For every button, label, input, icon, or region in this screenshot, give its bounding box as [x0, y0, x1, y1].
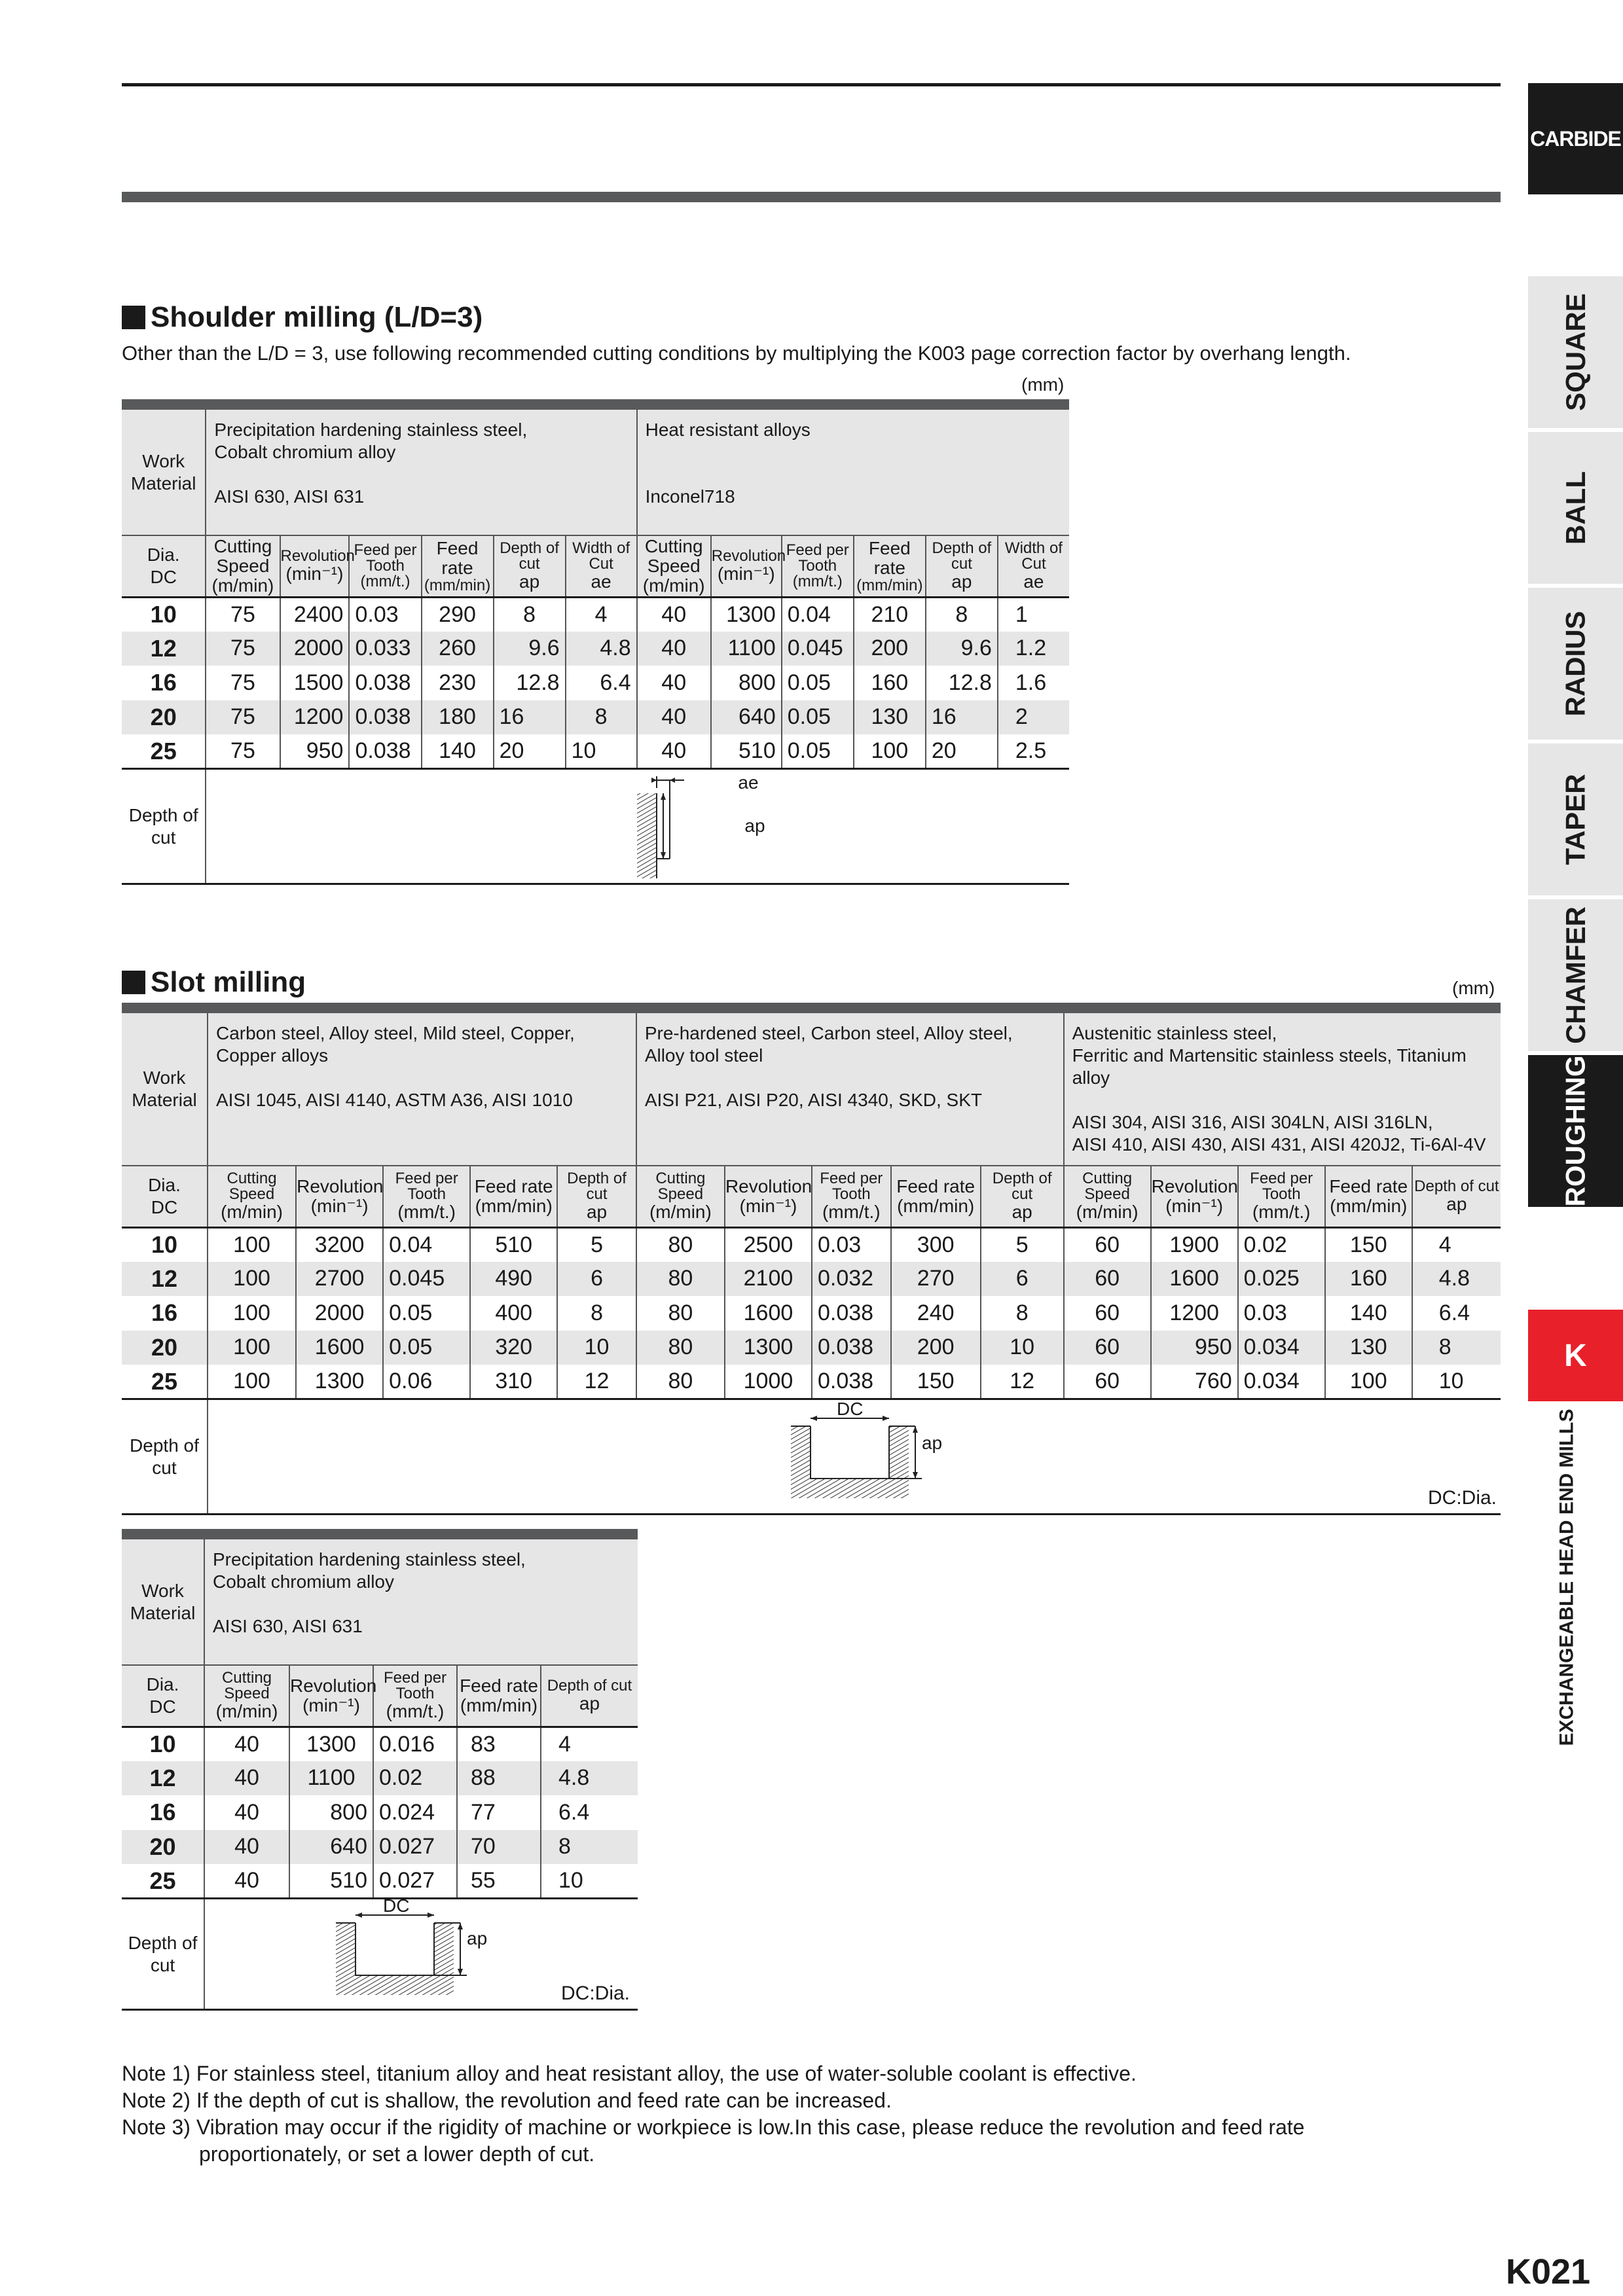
ap-label: ap	[467, 1928, 488, 1948]
table-row: 16 75 1500 0.038 230 12.8 6.4 40 800 0.05 160 12.8 1.6	[122, 666, 1069, 700]
note-2: Note 2) If the depth of cut is shallow, the revolution and feed rate can be increased.	[122, 2089, 892, 2112]
slot2-depth-diagram	[204, 1895, 638, 2010]
slot-depth-diagram	[208, 1399, 1501, 1515]
note-3: Note 3) Vibration may occur if the rigidity of machine or workpiece is low.In this case, please reduce the revolution and feed rate	[122, 2115, 1305, 2139]
table-row: 16 40 800 0.024 77 6.4	[122, 1795, 638, 1830]
column-header-row: Dia. DC Cutting Speed (m/min) Revolution (min⁻¹) Feed per Tooth (mm/t.) Feed rate (mm/min) Depth of cut ap Cutting Speed (m/min) Revolution (min⁻¹) Feed per Tooth (mm/t.) Feed rate (mm/min) Depth of cut ap Cutting Speed (m/min) Revolution (min⁻¹) Feed per Tooth (mm/t.) Feed rate (mm/min) Depth of cut ap	[122, 1166, 1501, 1227]
shoulder-unit: (mm)	[1021, 374, 1065, 395]
note-3-continued: proportionately, or set a lower depth of cut.	[199, 2142, 595, 2166]
title-square-icon	[122, 971, 145, 994]
table-row: 20 40 640 0.027 70 8	[122, 1830, 638, 1865]
side-caption: EXCHANGEABLE HEAD END MILLS	[1556, 1408, 1578, 1746]
slot-cut-icon	[784, 1407, 941, 1505]
table-row: 12 40 1100 0.02 88 4.8	[122, 1761, 638, 1796]
slot2-cut-icon	[329, 1903, 486, 2001]
table-row: 12 100 2700 0.045 490 6 80 2100 0.032 270 6 60 1600 0.025 160 4.8	[122, 1262, 1501, 1297]
dc-note: DC:Dia.	[560, 1982, 630, 2004]
dc-label: DC	[383, 1895, 410, 1916]
depth-of-cut-row: Depth of cut DC ap DC:Dia.	[122, 1899, 638, 2010]
ap-label: ap	[921, 1433, 943, 1453]
notes	[122, 2060, 1305, 2168]
tab-radius[interactable]: RADIUS	[1528, 588, 1623, 740]
note-1: Note 1) For stainless steel, titanium alloy and heat resistant alloy, the use of water-soluble coolant is effective.	[122, 2062, 1137, 2085]
material-group-2: Pre-hardened steel, Carbon steel, Alloy steel, Alloy tool steel AISI P21, AISI P20, AISI 4340, SKD, SKT	[636, 1013, 1064, 1166]
tab-taper[interactable]: TAPER	[1528, 744, 1623, 895]
column-header-row: Dia. DC Cutting Speed (m/min) Revolution (min⁻¹) Feed per Tooth (mm/t.) Feed rate (mm/min) Depth of cut ap Width of Cut ae Cutting Speed (m/min) Revolution (min⁻¹) Feed per Tooth (mm/t.) Feed rate (mm/min) Depth of cut ap Width of Cut ae	[122, 535, 1069, 597]
material-group-1: Carbon steel, Alloy steel, Mild steel, Copper, Copper alloys AISI 1045, AISI 4140, ASTM A36, AISI 1010	[208, 1013, 636, 1166]
dc-label: DC	[836, 1399, 864, 1419]
slot-table	[122, 1003, 1501, 1515]
table-row: 10 100 3200 0.04 510 5 80 2500 0.03 300 5 60 1900 0.02 150 4	[122, 1227, 1501, 1262]
work-material-label: Work Material	[122, 410, 206, 535]
slot-unit: (mm)	[1452, 978, 1495, 998]
ae-label: ae	[738, 772, 759, 793]
table-row: 20 75 1200 0.038 180 16 8 40 640 0.05 130 16 2	[122, 700, 1069, 735]
shoulder-depth-diagram	[206, 769, 1069, 884]
header-bar	[122, 192, 1501, 202]
section-letter-badge: K	[1528, 1310, 1623, 1401]
tab-square[interactable]: SQUARE	[1528, 276, 1623, 428]
slot-title: Slot milling	[122, 966, 306, 999]
tab-ball[interactable]: BALL	[1528, 432, 1623, 584]
tab-carbide[interactable]: CARBIDE	[1528, 83, 1623, 194]
title-square-icon	[122, 306, 145, 329]
tab-roughing[interactable]: ROUGHING	[1528, 1055, 1623, 1207]
table-row: 20 100 1600 0.05 320 10 80 1300 0.038 200 10 60 950 0.034 130 8	[122, 1331, 1501, 1365]
shoulder-table	[122, 399, 1069, 885]
depth-of-cut-row: Depth of cut ae ap	[122, 769, 1069, 884]
material-group-1: Precipitation hardening stainless steel, Cobalt chromium alloy AISI 630, AISI 631	[204, 1539, 638, 1665]
material-group-1: Precipitation hardening stainless steel, Cobalt chromium alloy AISI 630, AISI 631	[206, 410, 636, 535]
depth-of-cut-row: Depth of cut DC ap DC:Dia.	[122, 1399, 1501, 1515]
slot-table-2	[122, 1529, 638, 2011]
dc-note: DC:Dia.	[1427, 1487, 1497, 1509]
material-group-2: Heat resistant alloys Inconel718	[637, 410, 1069, 535]
table-row: 16 100 2000 0.05 400 8 80 1600 0.038 240 8 60 1200 0.03 140 6.4	[122, 1296, 1501, 1331]
page-number: K021	[1506, 2252, 1591, 2291]
table-row: 25 40 510 0.027 55 10	[122, 1864, 638, 1899]
tab-chamfer[interactable]: CHAMFER	[1528, 899, 1623, 1051]
column-header-row: Dia. DC Cutting Speed (m/min) Revolution (min⁻¹) Feed per Tooth (mm/t.) Feed rate (mm/min) Depth of cut ap	[122, 1665, 638, 1727]
header-rule	[122, 83, 1501, 86]
table-row: 10 40 1300 0.016 83 4	[122, 1727, 638, 1761]
work-material-label: Work Material	[122, 1013, 208, 1166]
material-group-3: Austenitic stainless steel, Ferritic and Martensitic stainless steels, Titanium alloy AISI 304, AISI 316, AISI 304LN, AISI 316LN, AISI 410, AISI 430, AISI 431, AISI 420J2, Ti-6Al-4V	[1064, 1013, 1501, 1166]
shoulder-title: Shoulder milling (L/D=3)	[122, 301, 483, 334]
work-material-label: Work Material	[122, 1539, 204, 1665]
table-row: 25 100 1300 0.06 310 12 80 1000 0.038 150 12 60 760 0.034 100 10	[122, 1365, 1501, 1399]
shoulder-cut-icon	[619, 774, 750, 882]
ap-label: ap	[744, 816, 765, 836]
table-row: 10 75 2400 0.03 290 8 4 40 1300 0.04 210 8 1	[122, 597, 1069, 632]
shoulder-note: Other than the L/D = 3, use following recommended cutting conditions by multiplying the K003 page correction factor by overhang length.	[122, 342, 1351, 365]
table-row: 12 75 2000 0.033 260 9.6 4.8 40 1100 0.045 200 9.6 1.2	[122, 632, 1069, 666]
table-row: 25 75 950 0.038 140 20 10 40 510 0.05 100 20 2.5	[122, 734, 1069, 769]
